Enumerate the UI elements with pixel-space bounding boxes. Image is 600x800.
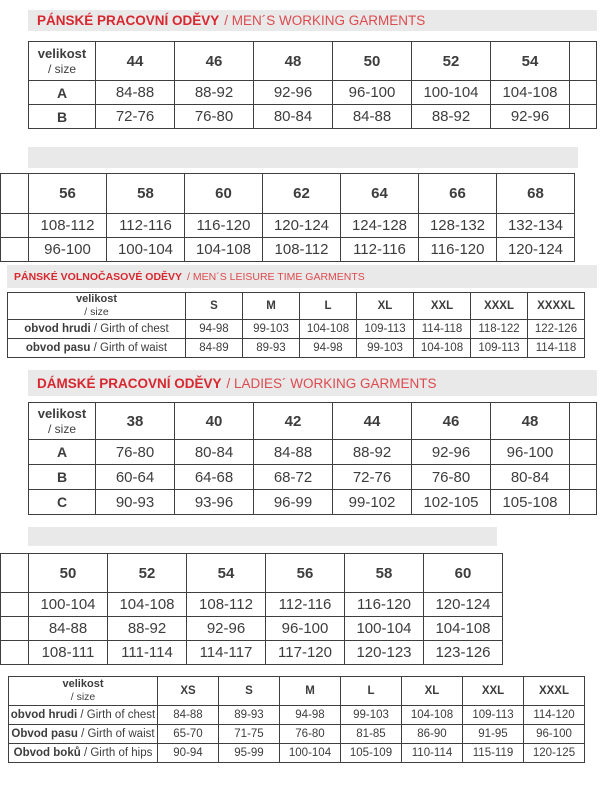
size-range-cell: 108-112: [263, 238, 341, 262]
size-range-cell: 99-103: [357, 339, 414, 358]
cut-stub-cell: [570, 465, 597, 490]
size-range-cell: 88-92: [108, 617, 187, 641]
size-col-header: L: [300, 293, 357, 320]
size-range-cell: 84-88: [254, 440, 333, 465]
size-range-cell: 72-76: [333, 465, 412, 490]
cut-stub-cell: [1, 214, 29, 238]
cut-stub-cell: [1, 593, 29, 617]
row-label-cell: [9, 706, 158, 725]
size-col-header: 44: [96, 42, 175, 81]
table-data-row: [29, 490, 597, 515]
table-header-row: [1, 174, 575, 214]
section-title-english: / MEN´S LEISURE TIME GARMENTS: [187, 270, 365, 283]
size-range-cell: 122-126: [528, 320, 585, 339]
row-label-czech: A: [56, 444, 68, 460]
size-range-cell: 100-104: [345, 617, 424, 641]
size-col-header: S: [186, 293, 243, 320]
size-col-header: 44: [333, 403, 412, 440]
size-range-cell: 108-111: [29, 641, 108, 665]
size-range-cell: 84-88: [333, 105, 412, 129]
cut-stub-cell: [1, 238, 29, 262]
size-range-cell: 108-112: [187, 593, 266, 617]
table-data-row: [9, 744, 585, 763]
size-range-cell: 110-114: [402, 744, 463, 763]
size-range-cell: 112-116: [266, 593, 345, 617]
row-label-czech: B: [56, 108, 68, 125]
size-range-cell: 88-92: [333, 440, 412, 465]
size-range-cell: 92-96: [187, 617, 266, 641]
table-data-row: [8, 339, 585, 358]
size-range-cell: 100-104: [280, 744, 341, 763]
velikost-label: velikost: [76, 293, 117, 306]
size-range-cell: 65-70: [158, 725, 219, 744]
ladies-working-sizes-table-part1: [28, 402, 597, 515]
size-range-cell: 104-108: [414, 339, 471, 358]
size-range-cell: 100-104: [29, 593, 108, 617]
size-col-header: 42: [254, 403, 333, 440]
table-data-row: [29, 105, 597, 129]
size-range-cell: 71-75: [219, 725, 280, 744]
row-label-english: / Girth of hips: [83, 747, 153, 759]
size-range-cell: 96-100: [333, 81, 412, 105]
size-range-cell: 84-89: [186, 339, 243, 358]
size-col-header: XXL: [414, 293, 471, 320]
table-data-row: [1, 641, 503, 665]
size-range-cell: 128-132: [419, 214, 497, 238]
size-range-cell: 96-100: [29, 238, 107, 262]
row-label-cell: [9, 744, 158, 763]
table-data-row: [8, 320, 585, 339]
row-label-cell: [8, 339, 186, 358]
size-range-cell: 81-85: [341, 725, 402, 744]
velikost-label: velikost: [62, 678, 104, 691]
size-range-cell: 100-104: [412, 81, 491, 105]
row-label-english: / Girth of chest: [80, 709, 156, 721]
row-label-cell: [29, 465, 96, 490]
table-data-row: [1, 214, 575, 238]
size-range-cell: 109-113: [471, 339, 528, 358]
cut-stub-cell: [1, 641, 29, 665]
table-data-row: [1, 593, 503, 617]
size-range-cell: 112-116: [341, 238, 419, 262]
row-label-czech: obvod hrudi: [10, 709, 78, 721]
cut-stub-cell: [570, 490, 597, 515]
size-range-cell: 84-88: [96, 81, 175, 105]
mens-working-sizes-table-part2: [0, 173, 575, 262]
table-data-row: [9, 706, 585, 725]
size-range-cell: 92-96: [491, 105, 570, 129]
size-range-cell: 68-72: [254, 465, 333, 490]
size-range-cell: 72-76: [96, 105, 175, 129]
section-separator-bar: [28, 147, 578, 168]
velikost-size-header: [8, 293, 186, 320]
size-col-header: 48: [254, 42, 333, 81]
table-header-row: [1, 554, 503, 593]
size-range-cell: 96-100: [524, 725, 585, 744]
size-range-cell: 104-108: [108, 593, 187, 617]
table-data-row: [1, 617, 503, 641]
size-col-header: 56: [29, 174, 107, 214]
size-range-cell: 64-68: [175, 465, 254, 490]
section-title-czech: PÁNSKÉ PRACOVNÍ ODĚVY: [37, 13, 220, 28]
size-label: / size: [70, 691, 96, 704]
cut-stub-cell: [570, 440, 597, 465]
cut-stub-cell: [570, 42, 597, 81]
size-range-cell: 60-64: [96, 465, 175, 490]
velikost-size-header: [29, 42, 96, 81]
size-col-header: XXXL: [471, 293, 528, 320]
row-label-czech: Obvod boků: [13, 747, 81, 759]
mens-working-sizes-table-part1: [28, 41, 597, 129]
velikost-size-header: [29, 403, 96, 440]
size-col-header: XXXL: [524, 677, 585, 706]
cut-stub-cell: [1, 554, 29, 593]
size-range-cell: 120-124: [424, 593, 503, 617]
size-col-header: XS: [158, 677, 219, 706]
size-col-header: XXL: [463, 677, 524, 706]
size-range-cell: 94-98: [186, 320, 243, 339]
table-header-row: [29, 403, 597, 440]
size-range-cell: 114-120: [524, 706, 585, 725]
row-label-czech: C: [56, 494, 68, 510]
size-range-cell: 96-100: [491, 440, 570, 465]
size-label: / size: [84, 306, 109, 319]
table-header-row: [8, 293, 585, 320]
size-range-cell: 104-108: [300, 320, 357, 339]
size-range-cell: 76-80: [96, 440, 175, 465]
size-range-cell: 104-108: [424, 617, 503, 641]
size-range-cell: 114-117: [187, 641, 266, 665]
cut-stub-cell: [570, 403, 597, 440]
size-range-cell: 124-128: [341, 214, 419, 238]
size-range-cell: 111-114: [108, 641, 187, 665]
table-data-row: [9, 725, 585, 744]
ladies-letter-sizes-table: [8, 676, 585, 763]
row-label-czech: B: [56, 469, 68, 485]
size-col-header: 38: [96, 403, 175, 440]
table-data-row: [29, 465, 597, 490]
section-title-english: / MEN´S WORKING GARMENTS: [224, 13, 426, 28]
row-label-cell: [29, 440, 96, 465]
size-range-cell: 132-134: [497, 214, 575, 238]
size-col-header: XXXXL: [528, 293, 585, 320]
section-title-czech: DÁMSKÉ PRACOVNÍ ODĚVY: [37, 375, 222, 391]
size-col-header: 50: [29, 554, 108, 593]
size-col-header: XL: [402, 677, 463, 706]
size-col-header: 58: [107, 174, 185, 214]
row-label-czech: Obvod pasu: [11, 728, 78, 740]
size-range-cell: 102-105: [412, 490, 491, 515]
size-range-cell: 118-122: [471, 320, 528, 339]
size-range-cell: 104-108: [185, 238, 263, 262]
section-separator-bar: [28, 527, 497, 546]
size-range-cell: 86-90: [402, 725, 463, 744]
velikost-size-header: [9, 677, 158, 706]
size-range-cell: 116-120: [345, 593, 424, 617]
size-col-header: 56: [266, 554, 345, 593]
velikost-label: velikost: [37, 46, 87, 61]
row-label-czech: obvod hrudi: [24, 323, 91, 335]
table-data-row: [29, 440, 597, 465]
size-col-header: 64: [341, 174, 419, 214]
size-col-header: L: [341, 677, 402, 706]
size-range-cell: 96-99: [254, 490, 333, 515]
size-range-cell: 92-96: [254, 81, 333, 105]
size-col-header: 68: [497, 174, 575, 214]
size-col-header: 62: [263, 174, 341, 214]
size-range-cell: 80-84: [175, 440, 254, 465]
size-col-header: M: [280, 677, 341, 706]
size-col-header: 50: [333, 42, 412, 81]
cut-stub-cell: [1, 174, 29, 214]
section-title-bar-mens-working: [28, 10, 597, 31]
size-col-header: XL: [357, 293, 414, 320]
size-range-cell: 88-92: [175, 81, 254, 105]
size-range-cell: 117-120: [266, 641, 345, 665]
row-label-cell: [29, 105, 96, 129]
size-label: / size: [47, 61, 76, 76]
cut-stub-cell: [570, 105, 597, 129]
size-range-cell: 120-125: [524, 744, 585, 763]
size-col-header: S: [219, 677, 280, 706]
size-range-cell: 80-84: [254, 105, 333, 129]
size-range-cell: 76-80: [280, 725, 341, 744]
size-col-header: 46: [412, 403, 491, 440]
row-label-english: / Girth of waist: [93, 342, 168, 354]
size-range-cell: 109-113: [463, 706, 524, 725]
velikost-label: velikost: [37, 406, 87, 421]
table-data-row: [1, 238, 575, 262]
table-header-row: [29, 42, 597, 81]
section-title-english: / LADIES´ WORKING GARMENTS: [226, 375, 437, 391]
size-range-cell: 88-92: [412, 105, 491, 129]
ladies-working-sizes-table-part2: [0, 553, 503, 665]
size-col-header: 60: [424, 554, 503, 593]
size-col-header: 52: [108, 554, 187, 593]
row-label-czech: A: [56, 84, 68, 101]
size-range-cell: 76-80: [175, 105, 254, 129]
size-range-cell: 120-124: [497, 238, 575, 262]
size-range-cell: 108-112: [29, 214, 107, 238]
size-range-cell: 105-108: [491, 490, 570, 515]
size-range-cell: 84-88: [29, 617, 108, 641]
size-col-header: 40: [175, 403, 254, 440]
table-data-row: [29, 81, 597, 105]
size-range-cell: 91-95: [463, 725, 524, 744]
size-range-cell: 99-102: [333, 490, 412, 515]
row-label-english: / Girth of chest: [93, 323, 169, 335]
size-range-cell: 99-103: [243, 320, 300, 339]
size-col-header: 48: [491, 403, 570, 440]
size-col-header: 54: [491, 42, 570, 81]
size-range-cell: 89-93: [243, 339, 300, 358]
size-range-cell: 94-98: [300, 339, 357, 358]
size-range-cell: 96-100: [266, 617, 345, 641]
size-range-cell: 116-120: [185, 214, 263, 238]
row-label-cell: [29, 490, 96, 515]
size-range-cell: 115-119: [463, 744, 524, 763]
size-range-cell: 123-126: [424, 641, 503, 665]
size-col-header: M: [243, 293, 300, 320]
size-col-header: 52: [412, 42, 491, 81]
size-col-header: 46: [175, 42, 254, 81]
row-label-cell: [8, 320, 186, 339]
section-title-bar-mens-leisure: [7, 265, 597, 288]
size-range-cell: 90-94: [158, 744, 219, 763]
section-title-czech: PÁNSKÉ VOLNOČASOVÉ ODĚVY: [14, 270, 183, 283]
size-range-cell: 100-104: [107, 238, 185, 262]
size-range-cell: 104-108: [402, 706, 463, 725]
size-range-cell: 95-99: [219, 744, 280, 763]
row-label-cell: [9, 725, 158, 744]
size-col-header: 66: [419, 174, 497, 214]
size-range-cell: 99-103: [341, 706, 402, 725]
size-range-cell: 120-124: [263, 214, 341, 238]
mens-leisure-sizes-table: [7, 292, 585, 358]
size-range-cell: 114-118: [528, 339, 585, 358]
size-col-header: 58: [345, 554, 424, 593]
size-range-cell: 112-116: [107, 214, 185, 238]
size-range-cell: 109-113: [357, 320, 414, 339]
size-range-cell: 94-98: [280, 706, 341, 725]
size-range-cell: 89-93: [219, 706, 280, 725]
cut-stub-cell: [1, 617, 29, 641]
size-range-cell: 104-108: [491, 81, 570, 105]
size-range-cell: 92-96: [412, 440, 491, 465]
size-range-cell: 114-118: [414, 320, 471, 339]
size-label: / size: [47, 421, 76, 436]
table-header-row: [9, 677, 585, 706]
section-title-bar-ladies-working: [28, 370, 597, 396]
size-range-cell: 76-80: [412, 465, 491, 490]
size-range-cell: 90-93: [96, 490, 175, 515]
size-range-cell: 105-109: [341, 744, 402, 763]
size-col-header: 60: [185, 174, 263, 214]
row-label-cell: [29, 81, 96, 105]
size-range-cell: 84-88: [158, 706, 219, 725]
size-range-cell: 80-84: [491, 465, 570, 490]
cut-stub-cell: [570, 81, 597, 105]
row-label-english: / Girth of waist: [81, 728, 155, 740]
size-range-cell: 116-120: [419, 238, 497, 262]
size-col-header: 54: [187, 554, 266, 593]
row-label-czech: obvod pasu: [25, 342, 91, 354]
size-range-cell: 120-123: [345, 641, 424, 665]
size-range-cell: 93-96: [175, 490, 254, 515]
